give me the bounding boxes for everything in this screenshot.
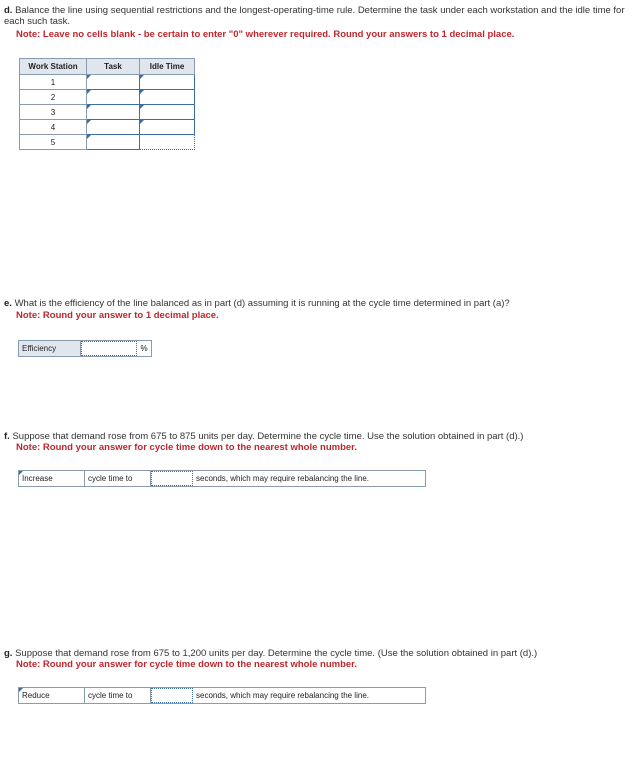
station-number: 1 [20,75,87,90]
part-f-question [4,431,636,442]
table-row [20,105,195,120]
change-direction-value: Increase [22,474,53,483]
part-e-prefix: e. [4,298,12,309]
cycle-time-label: cycle time to [85,688,151,703]
part-e-question [4,298,636,309]
task-dropdown[interactable] [87,75,140,90]
dropdown-indicator-icon [87,75,91,79]
workstation-table [19,58,195,150]
station-number: 2 [20,90,87,105]
efficiency-row [18,340,152,357]
header-task: Task [87,59,140,75]
change-direction-dropdown[interactable] [19,471,85,486]
table-row [20,75,195,90]
task-dropdown[interactable] [87,105,140,120]
dropdown-indicator-icon [87,90,91,94]
part-d-prefix: d. [4,5,13,16]
task-dropdown[interactable] [87,90,140,105]
percent-unit: % [137,341,151,356]
dropdown-indicator-icon [19,688,23,692]
dropdown-indicator-icon [87,120,91,124]
part-d-note: Note: Leave no cells blank - be certain to enter "0" wherever required. Round your answers to 1 decimal place. [16,29,515,40]
change-direction-dropdown[interactable] [19,688,85,703]
dropdown-indicator-icon [140,90,144,94]
cycle-time-suffix: seconds, which may require rebalancing the line. [193,471,425,486]
table-row [20,135,195,150]
task-dropdown[interactable] [87,135,140,150]
dropdown-indicator-icon [87,105,91,109]
station-number: 5 [20,135,87,150]
idle-time-dropdown[interactable] [140,120,195,135]
dropdown-indicator-icon [87,135,91,139]
header-idle-time: Idle Time [140,59,195,75]
cycle-time-row-g [18,687,426,704]
idle-time-dropdown[interactable] [140,75,195,90]
cycle-time-suffix: seconds, which may require rebalancing the line. [193,688,425,703]
part-e-text: What is the efficiency of the line balanced as in part (d) assuming it is running at the cycle time determined in part (a)? [14,298,510,309]
table-row [20,120,195,135]
idle-time-dropdown[interactable] [140,105,195,120]
idle-time-input[interactable] [140,135,195,150]
cycle-time-label: cycle time to [85,471,151,486]
dropdown-indicator-icon [140,120,144,124]
part-g-question [4,648,636,659]
part-e-note: Note: Round your answer to 1 decimal place. [16,310,219,321]
cycle-time-input[interactable] [151,471,193,486]
efficiency-input[interactable] [81,341,137,356]
dropdown-indicator-icon [140,105,144,109]
task-dropdown[interactable] [87,120,140,135]
dropdown-indicator-icon [140,75,144,79]
part-g-text: Suppose that demand rose from 675 to 1,200 units per day. Determine the cycle time. (Use the solution obtained in part (d).) [15,648,538,659]
part-f-prefix: f. [4,431,10,442]
part-f-text: Suppose that demand rose from 675 to 875 units per day. Determine the cycle time. Use the solution obtained in part (d).) [12,431,524,442]
part-g-note: Note: Round your answer for cycle time down to the nearest whole number. [16,659,357,670]
station-number: 3 [20,105,87,120]
part-f-note: Note: Round your answer for cycle time down to the nearest whole number. [16,442,357,453]
idle-time-dropdown[interactable] [140,90,195,105]
efficiency-label: Efficiency [19,341,81,356]
part-g-prefix: g. [4,648,13,659]
part-d-text: Balance the line using sequential restrictions and the longest-operating-time rule. Determine the task under each workstation and the idle time for each such task. [4,5,625,27]
station-number: 4 [20,120,87,135]
change-direction-value: Reduce [22,691,50,700]
header-work-station: Work Station [20,59,87,75]
table-row [20,90,195,105]
cycle-time-row-f [18,470,426,487]
part-d-question [4,5,636,27]
dropdown-indicator-icon [19,471,23,475]
cycle-time-input[interactable] [151,688,193,703]
